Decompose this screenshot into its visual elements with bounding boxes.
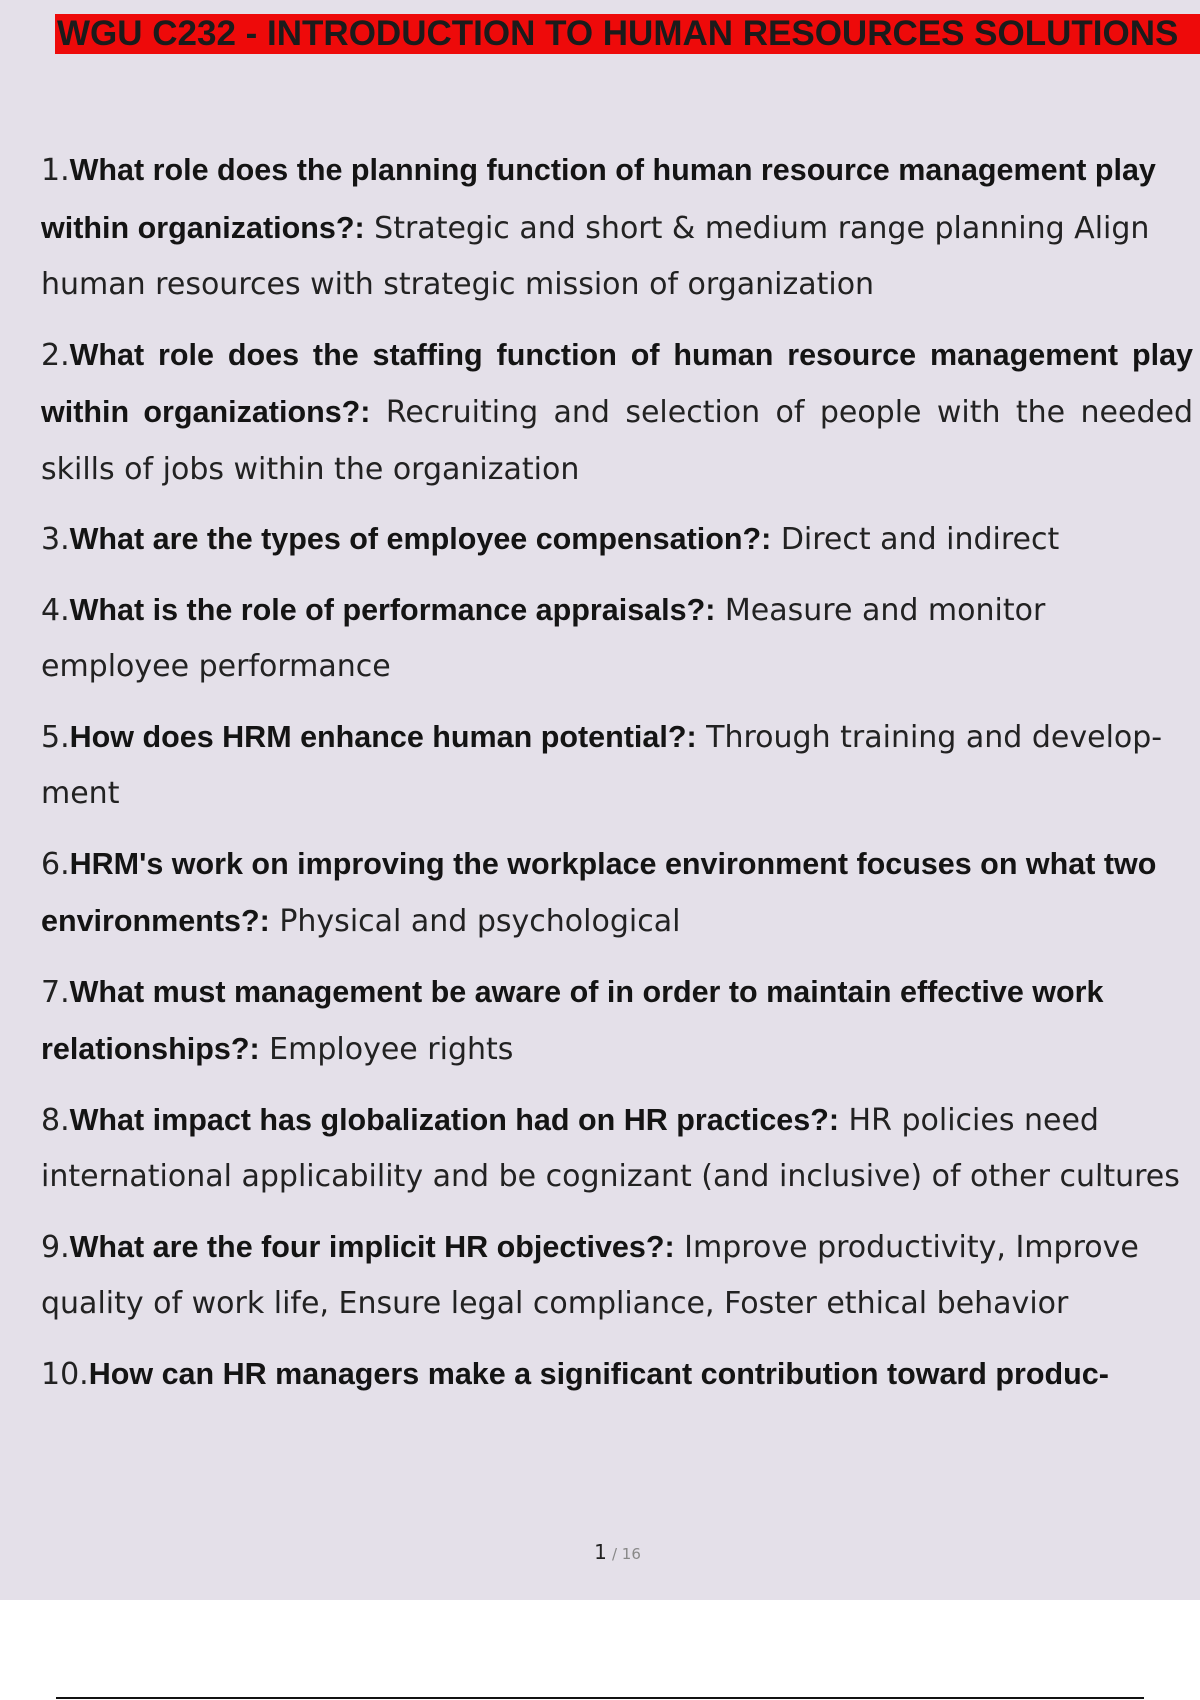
qa-item-5	[41, 709, 1193, 823]
question-text: What must management be aware of in order to maintain effective work relationships?:	[41, 974, 1104, 1066]
question-number: 10.	[41, 1356, 89, 1392]
qa-item-2	[41, 327, 1193, 499]
qa-item-7	[41, 964, 1193, 1079]
document-title: WGU C232 - INTRODUCTION TO HUMAN RESOURCES SOLUTIONS	[57, 14, 1179, 53]
question-text: How can HR managers make a significant contribution toward produc-	[88, 1356, 1109, 1391]
answer-text: Recruiting and selection of people with the needed skills of jobs within the organization	[41, 395, 1193, 487]
qa-item-8	[41, 1092, 1193, 1206]
question-number: 2.	[41, 337, 70, 373]
question-text: What role does the planning function of human resource management play within organizations?:	[41, 153, 1156, 245]
qa-item-10	[41, 1346, 1193, 1404]
qa-item-3	[41, 511, 1193, 569]
question-number: 3.	[41, 522, 70, 557]
answer-text: HR policies need international applicability and be cognizant (and inclusive) of other cultures	[41, 1102, 1180, 1194]
answer-text: Employee rights	[269, 1032, 514, 1067]
question-number: 1.	[41, 153, 70, 188]
question-text: What are the four implicit HR objectives?:	[69, 1229, 675, 1264]
question-text: What are the types of employee compensation?:	[69, 522, 772, 556]
question-text: What impact has globalization had on HR practices?:	[69, 1102, 839, 1137]
question-text: How does HRM enhance human potential?:	[69, 719, 697, 754]
question-list	[41, 142, 1193, 1416]
question-number: 6.	[41, 846, 70, 882]
current-page-number: 1	[594, 1540, 607, 1564]
qa-item-1	[41, 142, 1193, 314]
answer-text: Physical and psychological	[279, 904, 681, 939]
answer-text: Strategic and short & medium range planning Align human resources with strategic mission of organization	[41, 210, 1150, 302]
question-text: What role does the staffing function of human resource management play within organizations?:	[41, 337, 1193, 429]
question-text: HRM's work on improving the workplace environment focuses on what two environments?:	[41, 846, 1157, 938]
qa-item-6	[41, 836, 1193, 951]
total-pages: / 16	[611, 1545, 641, 1563]
answer-text: Through training and develop- ment	[41, 719, 1163, 811]
answer-text: Improve productivity, Improve quality of work life, Ensure legal compliance, Foster ethical behavior	[41, 1229, 1139, 1321]
answer-text: Measure and monitor employee performance	[41, 592, 1046, 684]
question-number: 5.	[41, 719, 70, 755]
question-number: 8.	[41, 1102, 70, 1138]
question-text: What is the role of performance appraisals?:	[69, 592, 716, 627]
page-divider	[56, 1697, 1144, 1699]
title-highlight	[55, 14, 1200, 54]
question-number: 4.	[41, 592, 70, 628]
question-number: 9.	[41, 1229, 70, 1265]
question-number: 7.	[41, 974, 70, 1010]
page-indicator	[0, 1540, 1200, 1564]
qa-item-9	[41, 1219, 1193, 1333]
qa-item-4	[41, 582, 1193, 696]
answer-text: Direct and indirect	[780, 522, 1060, 557]
